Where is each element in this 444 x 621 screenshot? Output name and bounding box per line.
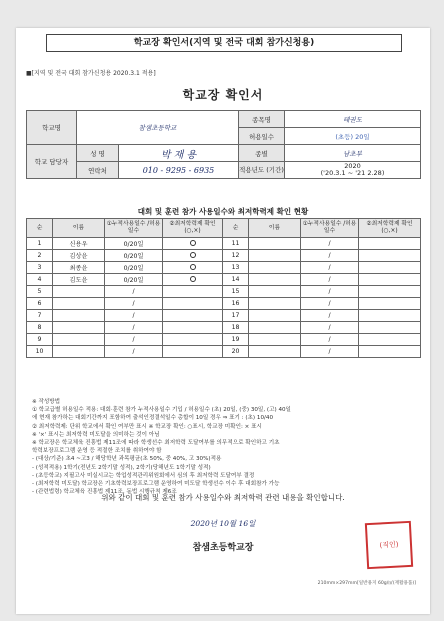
cell-no2: 20	[223, 346, 249, 358]
doc-title: 학교장 확인서	[182, 88, 264, 102]
official-seal: (직인)	[365, 521, 413, 569]
col-no: 순	[27, 219, 53, 238]
cell-name	[53, 298, 105, 310]
cell-days2: /	[301, 250, 359, 262]
contact-label: 연락처	[77, 162, 119, 179]
note-line: ※ '×' 표시는 최저학력 미도달을 의미하는 것이 아님	[32, 431, 160, 438]
cell-min2	[359, 274, 421, 286]
cell-min2	[359, 346, 421, 358]
cell-min	[163, 250, 223, 262]
participant-table	[26, 218, 421, 358]
confirm-text: 위와 같이 대회 및 훈련 참가 사용일수와 최저학력 관련 내용을 확인합니다.	[101, 493, 345, 502]
gender-value: 남초부	[285, 145, 421, 162]
cell-no2: 16	[223, 298, 249, 310]
col-min: ②최저학력제 확인(○,×)	[163, 219, 223, 238]
cell-min2	[359, 334, 421, 346]
col-days: ①누적사용일수 /허용일수	[105, 219, 163, 238]
cell-no2: 14	[223, 274, 249, 286]
cell-no2: 18	[223, 322, 249, 334]
cell-days: /	[105, 310, 163, 322]
note-line: - (최저학력 미도달) 학교장은 기초학력보장프로그램 운영하여 미도달 학생선수 이수 후 대회참가 가능	[32, 481, 280, 488]
check-circle-icon	[190, 252, 196, 258]
cell-name2	[249, 238, 301, 250]
cell-no: 10	[27, 346, 53, 358]
section-title: 대회 및 훈련 참가 사용일수와 최저학력제 확인 현황	[137, 207, 309, 216]
allow-value: (초등) 20일	[285, 128, 421, 145]
cell-name2	[249, 346, 301, 358]
cell-days2: /	[301, 310, 359, 322]
cell-no: 5	[27, 286, 53, 298]
signer: 참샘초등학교장	[192, 543, 254, 553]
manager-label: 학교 담당자	[27, 145, 77, 179]
header-title: 학교장 확인서(지역 및 전국 대회 참가신청용)	[46, 34, 402, 52]
note-line: 에 현재 참가하는 대회기간까지 포함하여 출석인정결석일수 총합이 10일 경우 ⇒ 표기 : (초) 10/40	[32, 415, 274, 422]
cell-no2: 12	[223, 250, 249, 262]
cell-days: /	[105, 322, 163, 334]
note-line: ② 최저학력제: 단위 학교에서 확인 여부만 표시 ※ 학교장 확인: ○표시, 학교장 미확인: × 표시	[32, 423, 262, 430]
cell-days: /	[105, 346, 163, 358]
cell-min2	[359, 262, 421, 274]
cell-days: 0/20일	[105, 262, 163, 274]
cell-name	[53, 286, 105, 298]
cell-no: 7	[27, 310, 53, 322]
cell-days: 0/20일	[105, 274, 163, 286]
cell-name: 김도윤	[53, 274, 105, 286]
table-row	[27, 322, 421, 334]
cell-days2: /	[301, 334, 359, 346]
form-version: ■[지역 및 전국 대회 참가신청용 2020.3.1 적용]	[26, 70, 156, 77]
cell-no: 6	[27, 298, 53, 310]
cell-name2	[249, 250, 301, 262]
cell-name2	[249, 310, 301, 322]
document-page	[16, 28, 430, 614]
note-line: ※ 작성방법	[32, 399, 61, 405]
col-days-2: ①누적사용일수 /허용일수	[301, 219, 359, 238]
table-row	[27, 334, 421, 346]
paper-spec: 210mm×297mm[일반용지 60g/㎡(재활용품)]	[317, 581, 416, 586]
issue-date: 2020년 10월 16일	[190, 519, 256, 528]
table-row	[27, 262, 421, 274]
cell-name	[53, 334, 105, 346]
col-name-2: 이름	[249, 219, 301, 238]
col-name: 이름	[53, 219, 105, 238]
note-line: ① 학교급별 허용일수 적용: 대회·훈련 참가 누적사용일수 기입 / 허용일수 (초) 20일, (중) 30일, (고) 40일	[32, 407, 291, 414]
cell-name2	[249, 334, 301, 346]
col-min-2: ②최저학력제 확인(○,×)	[359, 219, 421, 238]
cell-name: 신용우	[53, 238, 105, 250]
cell-days: /	[105, 286, 163, 298]
cell-no2: 19	[223, 334, 249, 346]
cell-min2	[359, 298, 421, 310]
cell-days2: /	[301, 274, 359, 286]
gender-label: 종별	[239, 145, 285, 162]
table-row	[27, 286, 421, 298]
cell-name2	[249, 286, 301, 298]
cell-days: 0/20일	[105, 238, 163, 250]
table-row	[27, 310, 421, 322]
event-value: 태권도	[285, 111, 421, 128]
cell-min2	[359, 310, 421, 322]
table-row	[27, 274, 421, 286]
cell-min	[163, 286, 223, 298]
cell-days: /	[105, 298, 163, 310]
cell-name: 김상윤	[53, 250, 105, 262]
cell-days2: /	[301, 262, 359, 274]
cell-days2: /	[301, 286, 359, 298]
year-range: ('20.3.1 ~ '21 2.28)	[320, 169, 385, 177]
cell-name	[53, 310, 105, 322]
note-line: - (초등학교) 지필고사 미실시교는 학업성적관리위원회에서 심의 후 최저학력 도달여부 결정	[32, 472, 255, 479]
cell-no: 1	[27, 238, 53, 250]
table-row	[27, 250, 421, 262]
cell-no2: 15	[223, 286, 249, 298]
school-value: 참샘초등학교	[77, 111, 239, 145]
cell-no: 8	[27, 322, 53, 334]
table-row	[27, 298, 421, 310]
cell-no2: 13	[223, 262, 249, 274]
cell-no2: 17	[223, 310, 249, 322]
cell-min	[163, 262, 223, 274]
cell-min2	[359, 322, 421, 334]
cell-min	[163, 322, 223, 334]
cell-days: /	[105, 334, 163, 346]
note-line: - (관련법령) 학교체육 진흥법 제11조, 동법 시행규칙 제6조	[32, 489, 177, 496]
cell-min2	[359, 238, 421, 250]
cell-min2	[359, 286, 421, 298]
note-line: - (대상/기준) 초4 ~고3 / 해당학년 과목평균(초 50%, 중 40%, 고 30%)적용	[32, 456, 222, 463]
table-row	[27, 238, 421, 250]
cell-days2: /	[301, 346, 359, 358]
cell-no: 4	[27, 274, 53, 286]
name-label: 성 명	[77, 145, 119, 162]
cell-name: 최종윤	[53, 262, 105, 274]
cell-min	[163, 274, 223, 286]
cell-days2: /	[301, 298, 359, 310]
check-circle-icon	[190, 276, 196, 282]
col-no-2: 순	[223, 219, 249, 238]
cell-min	[163, 298, 223, 310]
contact-value: 010 - 9295 - 6935	[119, 162, 239, 179]
cell-name	[53, 322, 105, 334]
notes-section	[32, 398, 420, 496]
cell-min2	[359, 250, 421, 262]
cell-min	[163, 310, 223, 322]
cell-name	[53, 346, 105, 358]
cell-days2: /	[301, 322, 359, 334]
cell-min	[163, 346, 223, 358]
cell-no: 3	[27, 262, 53, 274]
school-label: 학교명	[27, 111, 77, 145]
cell-no: 2	[27, 250, 53, 262]
event-label: 종목명	[239, 111, 285, 128]
info-table	[26, 110, 421, 179]
allow-label: 허용일수	[239, 128, 285, 145]
year-cell	[285, 162, 421, 179]
cell-min	[163, 238, 223, 250]
cell-days: 0/20일	[105, 250, 163, 262]
cell-no: 9	[27, 334, 53, 346]
cell-name2	[249, 274, 301, 286]
note-line: ※ 학교장은 학교체육 진흥법 제11조에 따라 학생선수 최저학력 도달여부를 의무적으로 확인하고 기초	[32, 440, 280, 447]
cell-days2: /	[301, 238, 359, 250]
cell-name2	[249, 262, 301, 274]
note-line: - (성적적용) 1학기(전년도 2학기말 성적), 2학기(당해년도 1학기말 성적)	[32, 464, 211, 471]
table-row	[27, 346, 421, 358]
name-value: 박 재 용	[119, 145, 239, 162]
cell-name2	[249, 322, 301, 334]
cell-min	[163, 334, 223, 346]
cell-no2: 11	[223, 238, 249, 250]
cell-name2	[249, 298, 301, 310]
year-value: 2020	[344, 162, 361, 170]
note-line: 학력보장프로그램 운영 등 적절한 조치를 취하여야 함	[32, 448, 162, 455]
check-circle-icon	[190, 264, 196, 270]
check-circle-icon	[190, 240, 196, 246]
year-label: 적용년도 (기간)	[239, 162, 285, 179]
